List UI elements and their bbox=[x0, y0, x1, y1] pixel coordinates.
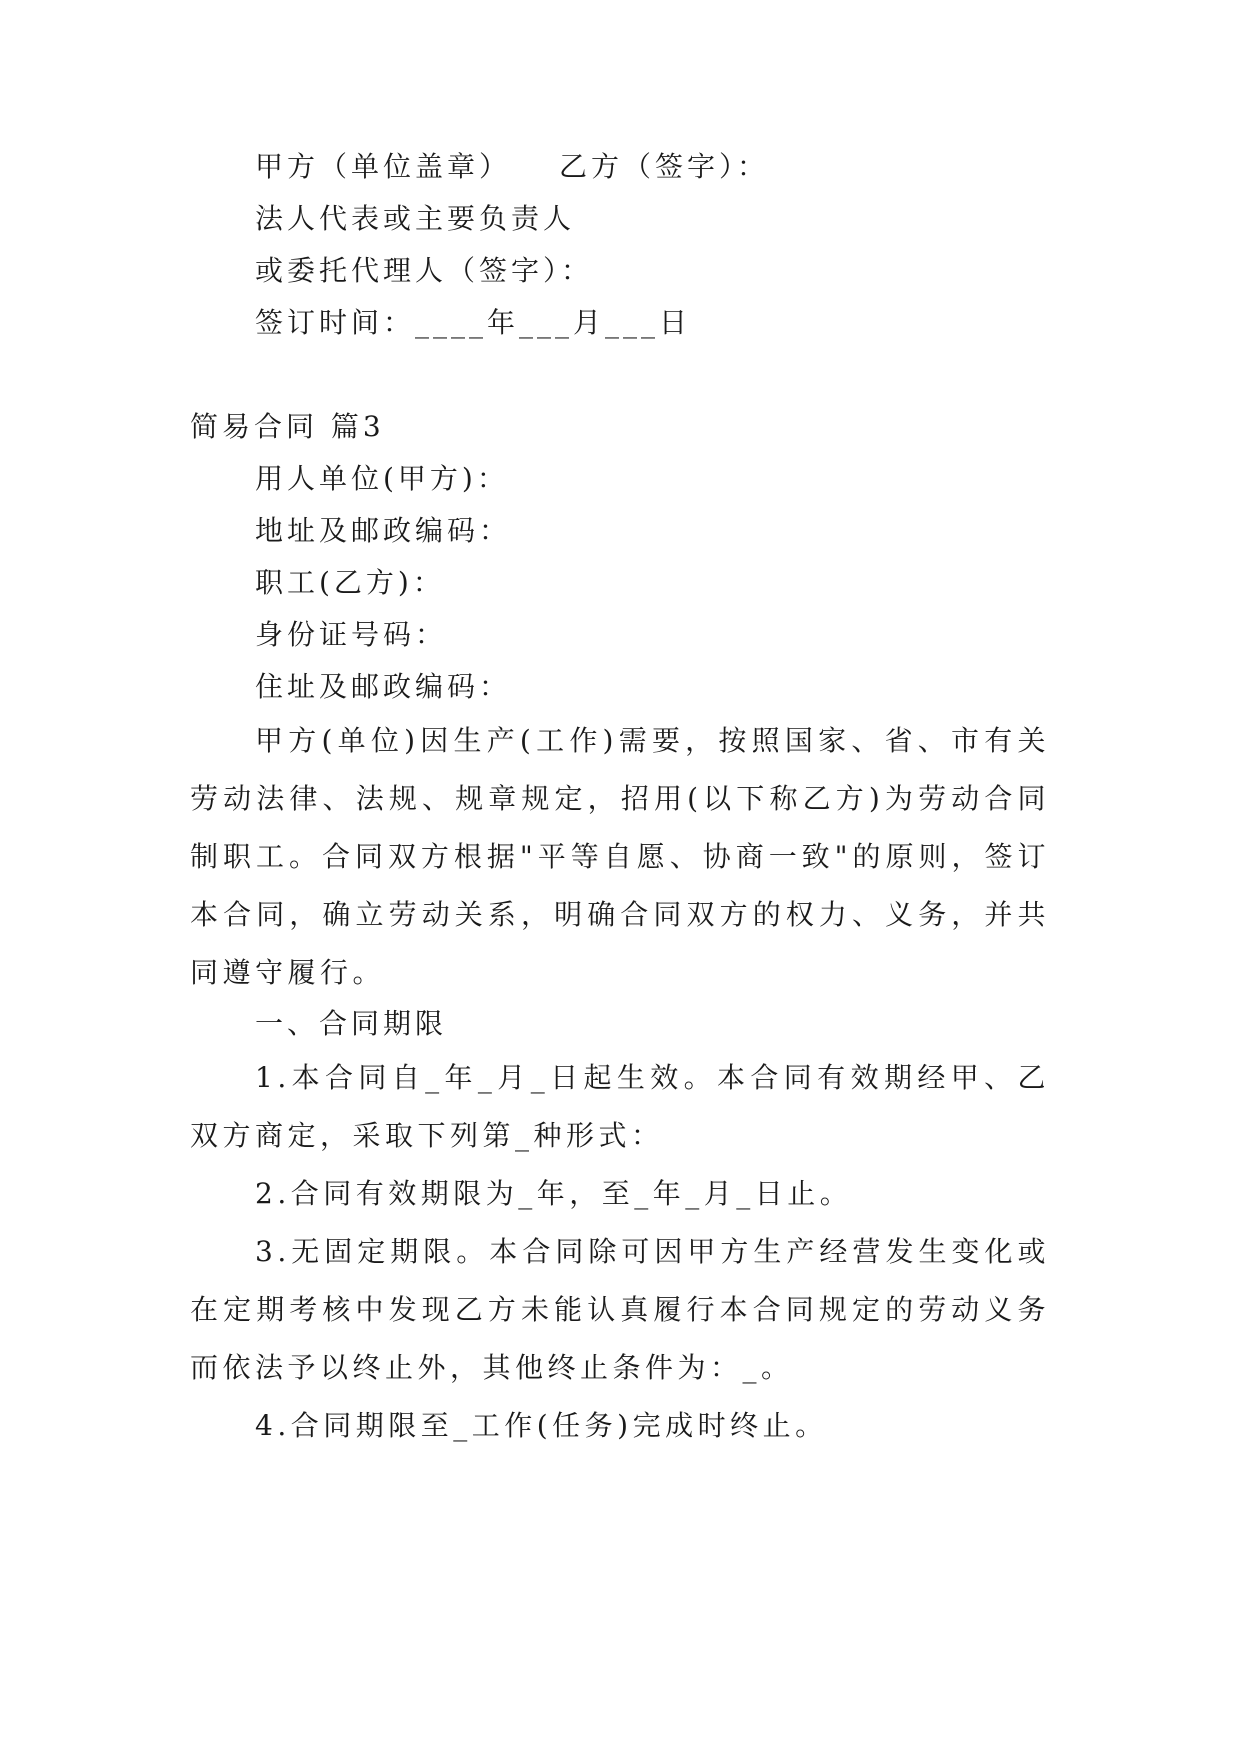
signature-party-row bbox=[255, 147, 769, 187]
clause-4: 4.合同期限至_工作(任务)完成时终止。 bbox=[255, 1409, 828, 1442]
clause-2: 2.合同有效期限为_年，至_年_月_日止。 bbox=[255, 1177, 853, 1210]
field-employer: 用人单位(甲方)： bbox=[255, 462, 509, 495]
agent-sign-label: 或委托代理人（签字）： bbox=[255, 254, 594, 287]
field-employee: 职工(乙方)： bbox=[255, 566, 445, 599]
section-title: 简易合同 篇3 bbox=[190, 410, 385, 443]
preamble-paragraph: 甲方(单位)因生产(工作)需要，按照国家、省、市有关劳动法律、法规、规章规定，招用(以下称乙方)为劳动合同制职工。合同双方根据"平等自愿、协商一致"的原则，签订本合同，确立劳动关系，明确合同双方的权力、义务，并共同遵守履行。 bbox=[190, 724, 1050, 989]
field-id-number: 身份证号码： bbox=[255, 618, 448, 651]
party-a-seal-label: 甲方（单位盖章） bbox=[255, 150, 512, 183]
field-employer-address: 地址及邮政编码： bbox=[255, 514, 512, 547]
heading-contract-term: 一、合同期限 bbox=[255, 1007, 448, 1040]
clause-3: 3.无固定期限。本合同除可因甲方生产经营发生变化或在定期考核中发现乙方未能认真履行本合同规定的劳动义务而依法予以终止外，其他终止条件为：_。 bbox=[190, 1235, 1050, 1384]
field-employee-address: 住址及邮政编码： bbox=[255, 670, 512, 703]
clause-1: 1.本合同自_年_月_日起生效。本合同有效期经甲、乙双方商定，采取下列第_种形式： bbox=[190, 1061, 1050, 1152]
sign-date-label: 签订时间：____年___月___日 bbox=[255, 306, 692, 339]
party-b-sign-label: 乙方（签字）： bbox=[559, 150, 770, 183]
legal-rep-label: 法人代表或主要负责人 bbox=[255, 202, 576, 235]
